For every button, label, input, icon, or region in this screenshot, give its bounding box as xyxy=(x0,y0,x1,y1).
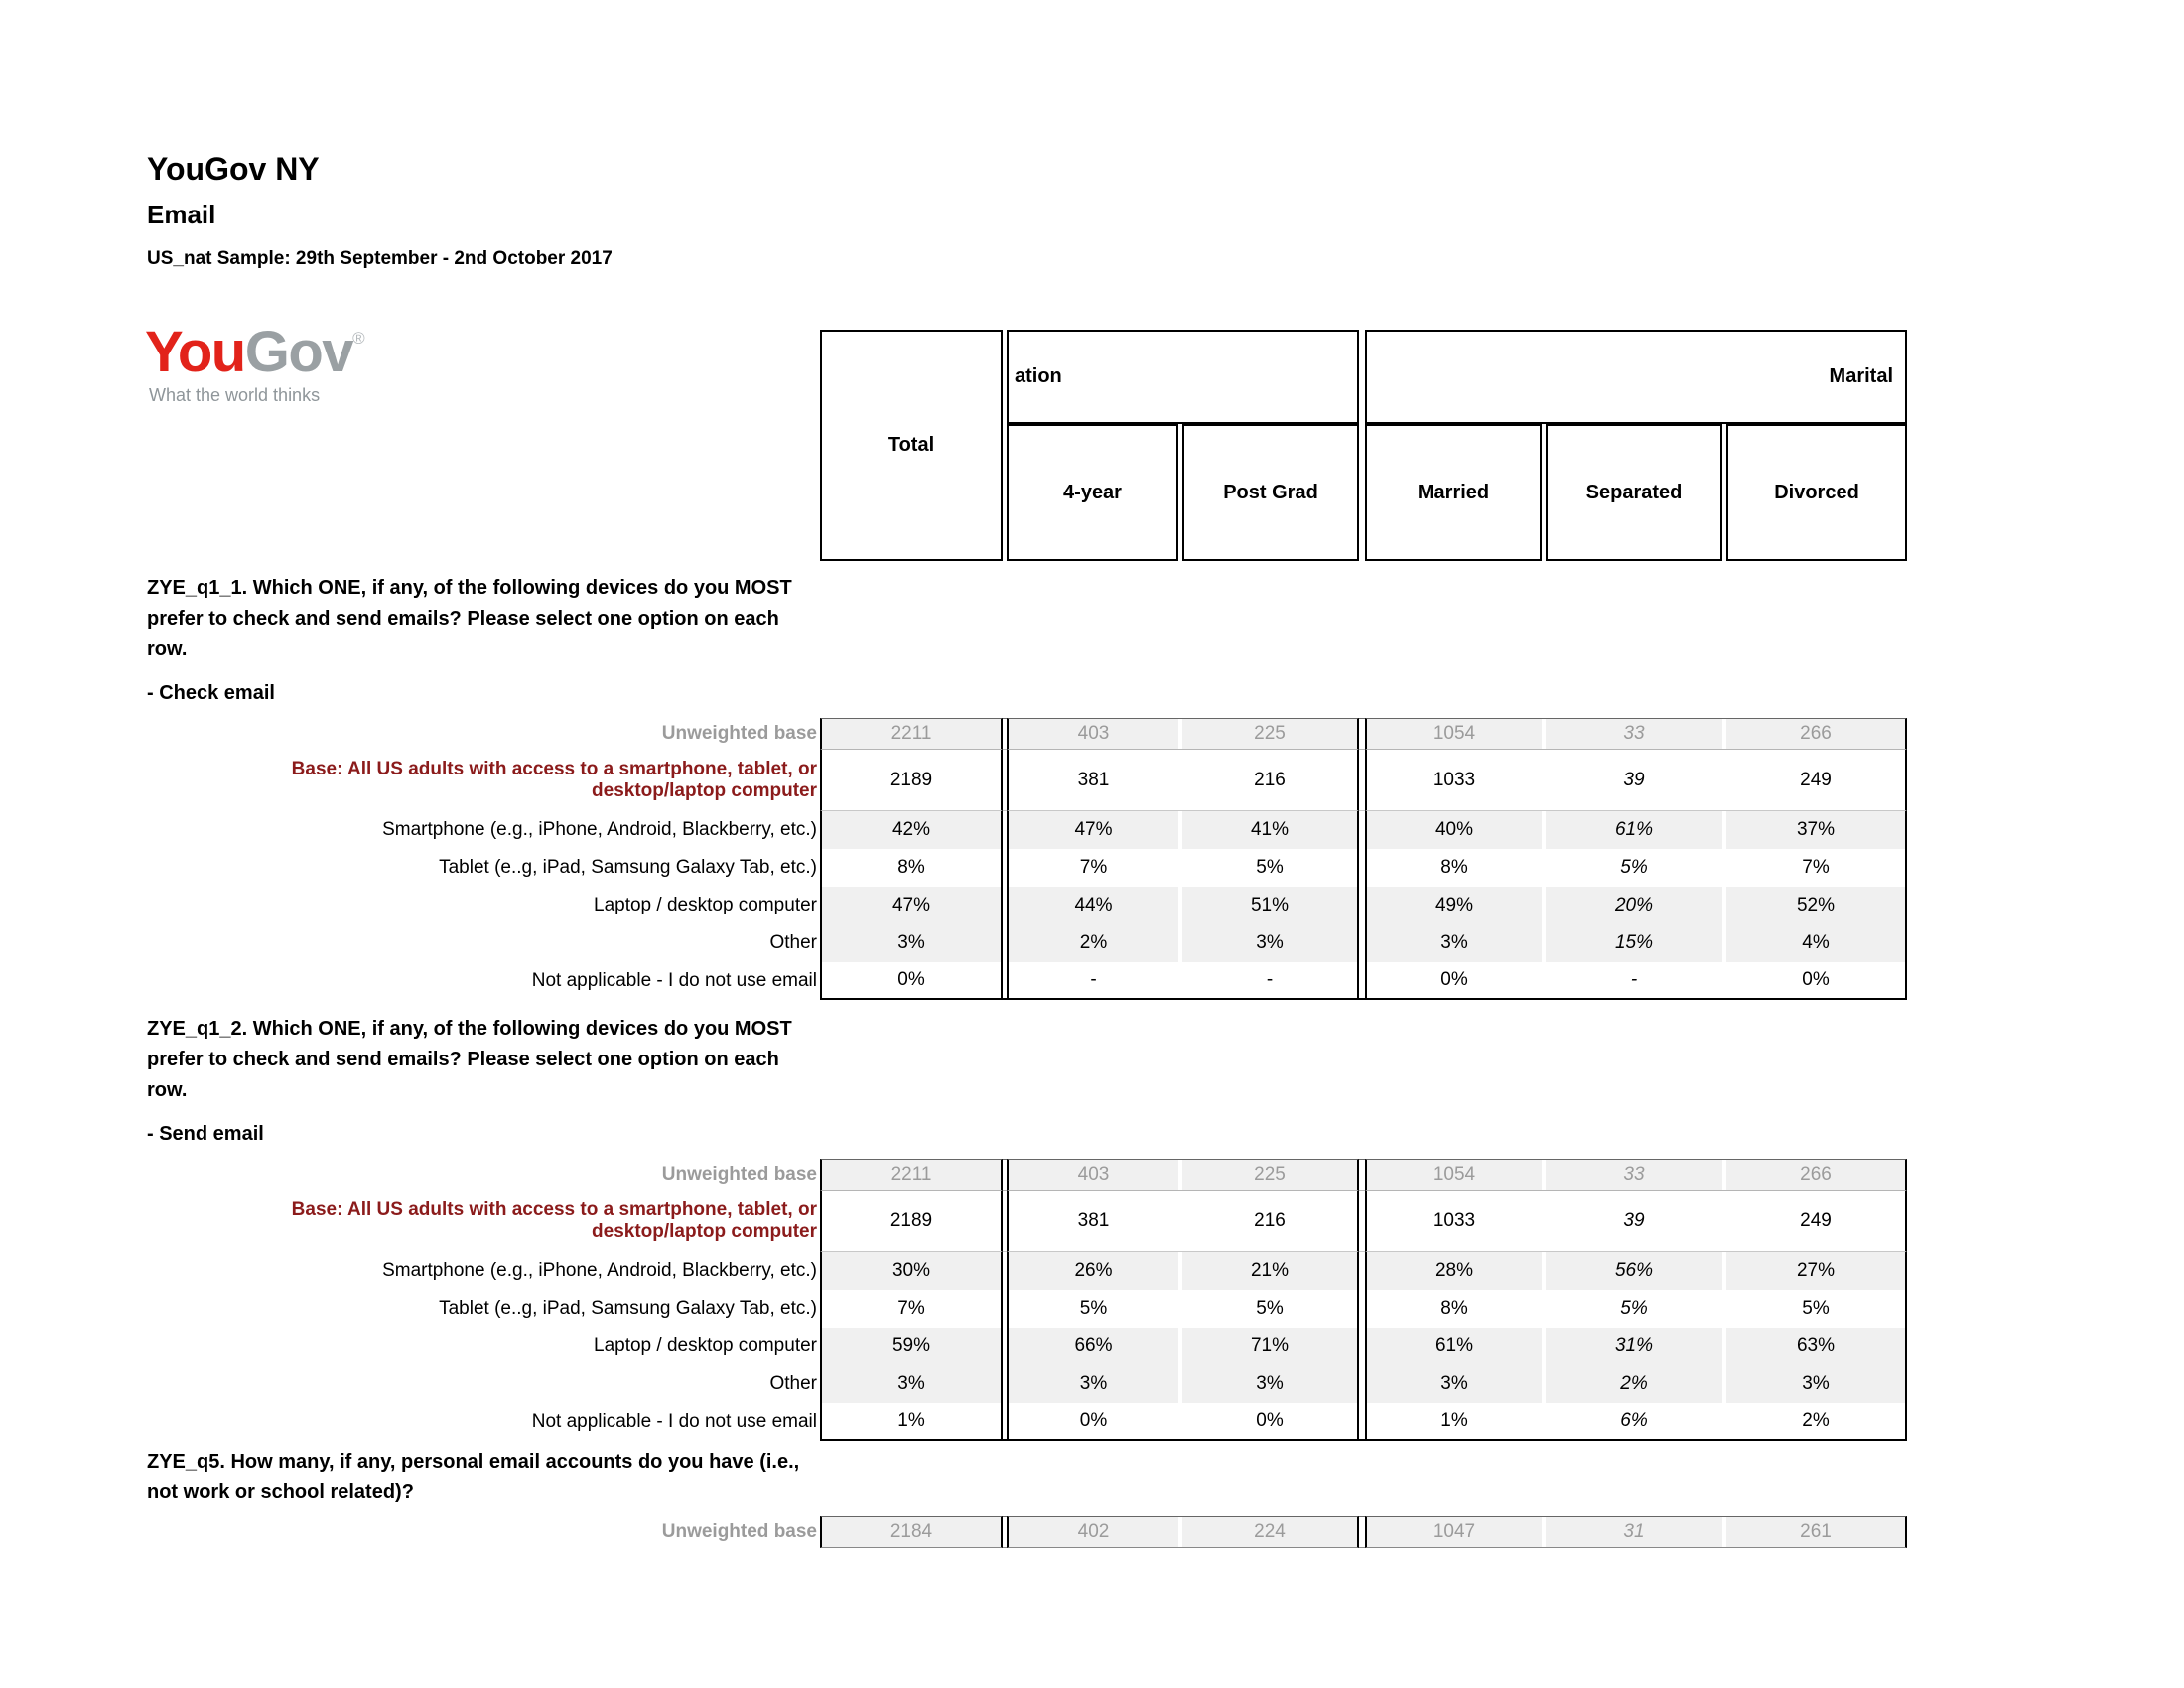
cell-value: 5% xyxy=(1546,1290,1722,1328)
column-header-separated: Separated xyxy=(1546,424,1722,561)
cell-value: 5% xyxy=(1007,1290,1178,1328)
row-label: Tablet (e..g, iPad, Samsung Galaxy Tab, etc.) xyxy=(439,857,817,878)
yougov-logo-wordmark xyxy=(145,320,365,384)
column-header-married: Married xyxy=(1365,424,1542,561)
row-label: Other xyxy=(769,1373,817,1394)
cell-value: 33 xyxy=(1546,1159,1722,1191)
table-row xyxy=(0,887,2184,924)
cell-value: 0% xyxy=(1182,1403,1359,1441)
cell-value: 21% xyxy=(1182,1252,1359,1290)
cell-value: 8% xyxy=(1365,1290,1542,1328)
row-label: Not applicable - I do not use email xyxy=(531,1411,817,1432)
row-label: Unweighted base xyxy=(661,1521,817,1542)
question-section-zye_q5 xyxy=(0,1447,2184,1548)
yougov-logo xyxy=(145,320,365,406)
page-title: YouGov NY xyxy=(147,151,320,187)
cell-value: 44% xyxy=(1007,887,1178,924)
cell-value: 1054 xyxy=(1365,1159,1542,1191)
cell-value: - xyxy=(1182,962,1359,1000)
cell-value: 3% xyxy=(820,1365,1003,1403)
cell-value: 26% xyxy=(1007,1252,1178,1290)
cell-value: 225 xyxy=(1182,1159,1359,1191)
column-header-total: Total xyxy=(820,330,1003,561)
cell-value: 3% xyxy=(1007,1365,1178,1403)
cell-value: 40% xyxy=(1365,811,1542,849)
cell-value: 1033 xyxy=(1365,1191,1542,1252)
cell-value: 2% xyxy=(1007,924,1178,962)
cell-value: 381 xyxy=(1007,750,1178,811)
column-header-divorced: Divorced xyxy=(1726,424,1907,561)
table-row xyxy=(0,1516,2184,1548)
cell-value: 261 xyxy=(1726,1516,1907,1548)
table-row xyxy=(0,849,2184,887)
question-section-zye_q1_1 xyxy=(0,573,2184,1000)
cell-value: 41% xyxy=(1182,811,1359,849)
row-label: Unweighted base xyxy=(661,723,817,744)
cell-value: 20% xyxy=(1546,887,1722,924)
row-label: Base: All US adults with access to a smartphone, tablet, or desktop/laptop computer xyxy=(291,1199,817,1242)
cell-value: 381 xyxy=(1007,1191,1178,1252)
crosstab-table xyxy=(0,1516,2184,1548)
cell-value: 51% xyxy=(1182,887,1359,924)
cell-value: 37% xyxy=(1726,811,1907,849)
crosstab-table xyxy=(0,1159,2184,1441)
cell-value: 6% xyxy=(1546,1403,1722,1441)
cell-value: 2% xyxy=(1546,1365,1722,1403)
cell-value: 47% xyxy=(1007,811,1178,849)
cell-value: 2% xyxy=(1726,1403,1907,1441)
row-label: Not applicable - I do not use email xyxy=(531,970,817,991)
cell-value: 8% xyxy=(820,849,1003,887)
sample-description: US_nat Sample: 29th September - 2nd October 2017 xyxy=(147,248,613,269)
cell-value: 3% xyxy=(1182,924,1359,962)
cell-value: 61% xyxy=(1546,811,1722,849)
cell-value: 7% xyxy=(1726,849,1907,887)
row-label: Base: All US adults with access to a smartphone, tablet, or desktop/laptop computer xyxy=(291,759,817,801)
row-label: Smartphone (e.g., iPhone, Android, Blackberry, etc.) xyxy=(382,1260,817,1281)
cell-value: 3% xyxy=(1365,924,1542,962)
cell-value: 4% xyxy=(1726,924,1907,962)
cell-value: 31% xyxy=(1546,1328,1722,1365)
cell-value: 39 xyxy=(1546,1191,1722,1252)
registered-trademark-icon: ® xyxy=(352,329,365,348)
document-header xyxy=(147,151,613,270)
cell-value: 31 xyxy=(1546,1516,1722,1548)
cell-value: 30% xyxy=(820,1252,1003,1290)
cell-value: 33 xyxy=(1546,718,1722,750)
cell-value: 28% xyxy=(1365,1252,1542,1290)
crosstab-table xyxy=(0,718,2184,1000)
row-label: Laptop / desktop computer xyxy=(594,1336,817,1356)
cell-value: 2189 xyxy=(820,1191,1003,1252)
cell-value: 2184 xyxy=(820,1516,1003,1548)
cell-value: 0% xyxy=(1726,962,1907,1000)
cell-value: 1% xyxy=(1365,1403,1542,1441)
cell-value: 216 xyxy=(1182,1191,1359,1252)
cell-value: - xyxy=(1546,962,1722,1000)
cell-value: 52% xyxy=(1726,887,1907,924)
cell-value: 49% xyxy=(1365,887,1542,924)
cell-value: 56% xyxy=(1546,1252,1722,1290)
cell-value: 15% xyxy=(1546,924,1722,962)
question-sub-label: - Send email xyxy=(147,1123,264,1145)
cell-value: 2211 xyxy=(820,718,1003,750)
question-text: ZYE_q1_2. Which ONE, if any, of the following devices do you MOST prefer to check and send emails? Please select one option on each row. xyxy=(147,1018,792,1101)
table-row xyxy=(0,924,2184,962)
cell-value: 47% xyxy=(820,887,1003,924)
logo-gov-text: Gov xyxy=(244,320,353,384)
cell-value: 7% xyxy=(820,1290,1003,1328)
cell-value: 1% xyxy=(820,1403,1003,1441)
cell-value: 2189 xyxy=(820,750,1003,811)
question-text: ZYE_q5. How many, if any, personal email accounts do you have (i.e., not work or school related)? xyxy=(147,1451,800,1503)
cell-value: 59% xyxy=(820,1328,1003,1365)
cell-value: 8% xyxy=(1365,849,1542,887)
cell-value: 0% xyxy=(1007,1403,1178,1441)
table-row xyxy=(0,1365,2184,1403)
table-row xyxy=(0,811,2184,849)
cell-value: 224 xyxy=(1182,1516,1359,1548)
cell-value: 0% xyxy=(1365,962,1542,1000)
row-label: Tablet (e..g, iPad, Samsung Galaxy Tab, etc.) xyxy=(439,1298,817,1319)
table-row xyxy=(0,1403,2184,1441)
cell-value: 266 xyxy=(1726,1159,1907,1191)
logo-tagline: What the world thinks xyxy=(149,385,321,405)
question-sub-label: - Check email xyxy=(147,682,275,704)
row-label: Unweighted base xyxy=(661,1164,817,1185)
cell-value: 266 xyxy=(1726,718,1907,750)
cell-value: 5% xyxy=(1546,849,1722,887)
cell-value: 42% xyxy=(820,811,1003,849)
column-header-post-grad: Post Grad xyxy=(1182,424,1359,561)
table-row xyxy=(0,1252,2184,1290)
cell-value: 5% xyxy=(1726,1290,1907,1328)
row-label: Smartphone (e.g., iPhone, Android, Blackberry, etc.) xyxy=(382,819,817,840)
cell-value: 61% xyxy=(1365,1328,1542,1365)
table-row xyxy=(0,750,2184,811)
cell-value: 402 xyxy=(1007,1516,1178,1548)
cell-value: 249 xyxy=(1726,1191,1907,1252)
cell-value: 216 xyxy=(1182,750,1359,811)
row-label: Other xyxy=(769,932,817,953)
cell-value: 5% xyxy=(1182,1290,1359,1328)
cell-value: 7% xyxy=(1007,849,1178,887)
cell-value: 66% xyxy=(1007,1328,1178,1365)
cell-value: 0% xyxy=(820,962,1003,1000)
table-row xyxy=(0,1191,2184,1252)
cell-value: 249 xyxy=(1726,750,1907,811)
cell-value: 403 xyxy=(1007,1159,1178,1191)
table-row xyxy=(0,1328,2184,1365)
cell-value: 3% xyxy=(1182,1365,1359,1403)
question-text: ZYE_q1_1. Which ONE, if any, of the following devices do you MOST prefer to check and send emails? Please select one option on each row. xyxy=(147,577,792,660)
table-row xyxy=(0,962,2184,1000)
cell-value: 3% xyxy=(1365,1365,1542,1403)
cell-value: 71% xyxy=(1182,1328,1359,1365)
cell-value: - xyxy=(1007,962,1178,1000)
table-row xyxy=(0,718,2184,750)
group-header-education-truncated: ation xyxy=(1007,330,1359,424)
cell-value: 39 xyxy=(1546,750,1722,811)
column-header-4-year: 4-year xyxy=(1007,424,1178,561)
cell-value: 1047 xyxy=(1365,1516,1542,1548)
cell-value: 3% xyxy=(1726,1365,1907,1403)
cell-value: 403 xyxy=(1007,718,1178,750)
cell-value: 1033 xyxy=(1365,750,1542,811)
table-row xyxy=(0,1159,2184,1191)
row-label: Laptop / desktop computer xyxy=(594,895,817,915)
cell-value: 3% xyxy=(820,924,1003,962)
table-row xyxy=(0,1290,2184,1328)
cell-value: 5% xyxy=(1182,849,1359,887)
question-section-zye_q1_2 xyxy=(0,1014,2184,1441)
logo-you-text: You xyxy=(145,320,245,384)
cell-value: 1054 xyxy=(1365,718,1542,750)
cell-value: 225 xyxy=(1182,718,1359,750)
cell-value: 2211 xyxy=(820,1159,1003,1191)
questions-and-tables xyxy=(0,573,2184,1548)
cell-value: 63% xyxy=(1726,1328,1907,1365)
cell-value: 27% xyxy=(1726,1252,1907,1290)
group-header-marital: Marital xyxy=(1365,330,1907,424)
page-subtitle: Email xyxy=(147,200,216,229)
